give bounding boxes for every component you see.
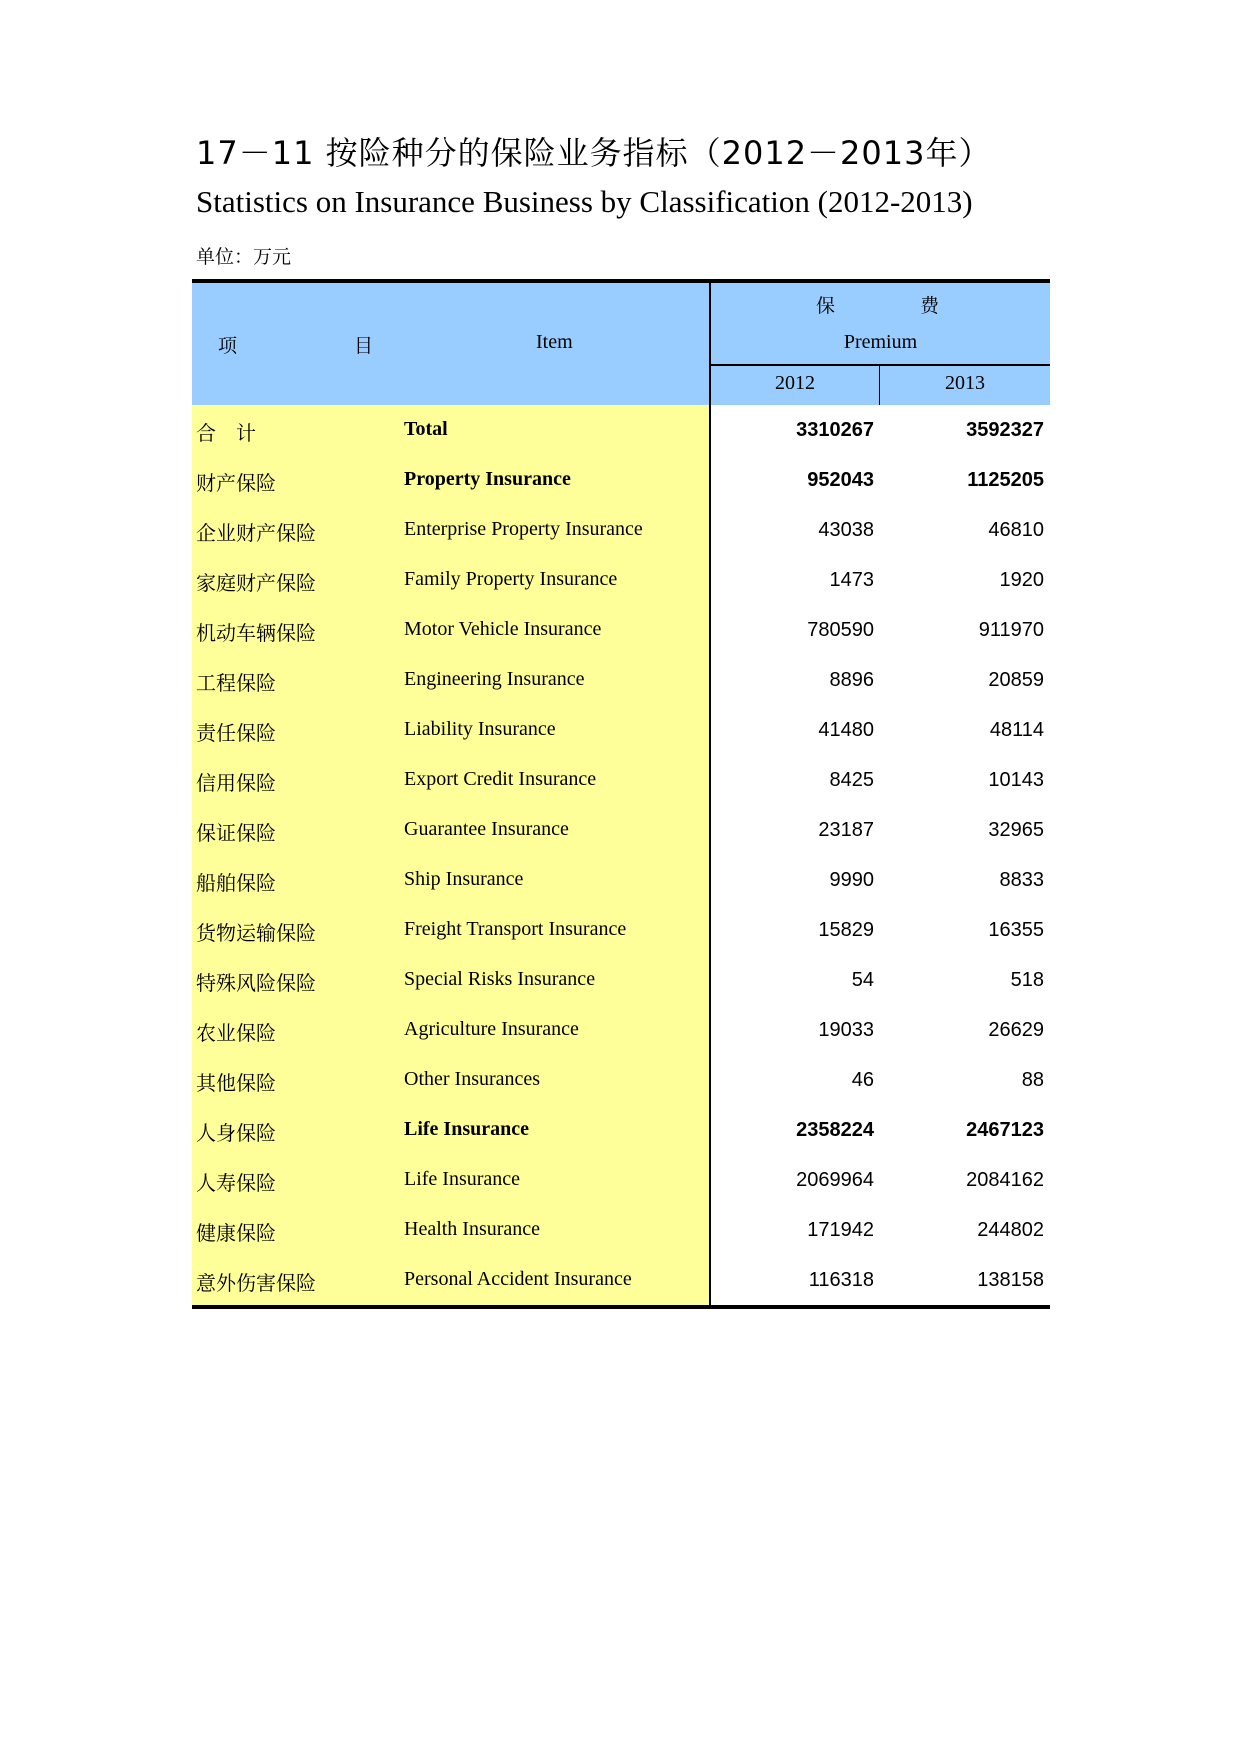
row-item-en: Other Insurances [404,1068,541,1090]
row-item-en: Export Credit Insurance [404,768,597,790]
row-item-en: Life Insurance [404,1118,529,1140]
row-divider [709,855,711,905]
table-row [192,605,1050,655]
table-row [192,905,1050,955]
table-row [192,705,1050,755]
page-title-cn: 17－11 按险种分的保险业务指标（2012－2013年） [196,134,992,172]
row-item-en: Engineering Insurance [404,668,585,690]
row-value-2013: 911970 [978,619,1044,641]
row-item-en: Enterprise Property Insurance [404,518,643,540]
row-value-2013: 20859 [988,669,1044,691]
row-value-2013: 48114 [989,719,1044,741]
row-value-2013: 32965 [988,819,1044,841]
row-item-cn: 财产保险 [196,471,276,495]
row-value-2012: 41480 [818,719,874,741]
table-row [192,755,1050,805]
header-year-2012: 2012 [775,372,815,394]
table-row [192,555,1050,605]
row-value-2012: 171942 [807,1219,874,1241]
row-item-cn: 人身保险 [196,1121,276,1145]
row-item-en: Freight Transport Insurance [404,918,627,940]
row-value-2012: 2358224 [796,1119,874,1141]
row-value-2012: 2069964 [796,1169,874,1191]
table-row [192,1255,1050,1305]
row-item-cn: 工程保险 [196,671,276,695]
table-row [192,655,1050,705]
header-year-2013: 2013 [945,372,985,394]
row-value-2013: 88 [1021,1069,1044,1091]
row-value-2013: 3592327 [966,419,1044,441]
row-divider [709,1055,711,1105]
row-divider [709,955,711,1005]
table-row [192,1205,1050,1255]
row-divider [709,605,711,655]
row-value-2013: 2467123 [966,1119,1044,1141]
table-body [192,405,1050,1305]
row-divider [709,1005,711,1055]
row-item-cn: 货物运输保险 [196,921,316,945]
row-divider [709,655,711,705]
row-item-cn: 企业财产保险 [196,521,316,545]
page-title-en: Statistics on Insurance Business by Classification (2012-2013) [196,184,973,219]
header-item-cn-1: 项 [218,335,238,357]
row-item-cn: 机动车辆保险 [196,621,316,645]
header-premium-cn-1: 保 [816,295,836,317]
row-value-2013: 16355 [988,919,1044,941]
row-divider [709,1255,711,1305]
row-divider [709,455,711,505]
header-premium-en: Premium [843,331,918,353]
header-item-cn-2: 目 [354,335,374,357]
row-value-2012: 1473 [829,569,874,591]
row-value-2012: 46 [851,1069,874,1091]
row-value-2013: 10143 [988,769,1044,791]
row-value-2012: 3310267 [796,419,874,441]
row-value-2012: 23187 [818,819,874,841]
header-subdivider [711,364,1050,366]
row-item-en: Special Risks Insurance [404,968,596,990]
table-row [192,805,1050,855]
row-item-cn: 农业保险 [196,1021,276,1045]
row-item-cn: 船舶保险 [196,871,276,895]
row-item-cn: 意外伤害保险 [196,1271,316,1295]
row-item-en: Liability Insurance [404,718,556,740]
row-item-cn: 责任保险 [196,721,276,745]
row-item-en: Agriculture Insurance [404,1018,579,1040]
row-item-en: Guarantee Insurance [404,818,569,840]
row-divider [709,705,711,755]
row-item-cn: 家庭财产保险 [196,571,316,595]
row-item-en: Family Property Insurance [404,568,618,590]
row-value-2012: 8425 [829,769,874,791]
table-row [192,505,1050,555]
row-value-2013: 2084162 [966,1169,1044,1191]
table-row [192,1105,1050,1155]
row-value-2012: 8896 [829,669,874,691]
row-item-en: Total [404,418,448,440]
row-value-2013: 1125205 [967,469,1044,491]
header-year-divider [879,366,880,405]
row-divider [709,1105,711,1155]
row-divider [709,905,711,955]
row-item-cn: 健康保险 [196,1221,276,1245]
row-value-2013: 244802 [977,1219,1044,1241]
row-divider [709,805,711,855]
header-premium-cn-2: 费 [920,295,940,317]
table-bottom-rule [192,1305,1050,1309]
header-item-en: Item [536,331,573,353]
row-item-cn: 人寿保险 [196,1171,276,1195]
row-divider [709,555,711,605]
row-value-2013: 8833 [999,869,1044,891]
row-value-2013: 518 [1010,969,1044,991]
table-row [192,1155,1050,1205]
row-value-2012: 54 [851,969,874,991]
unit-label: 单位：万元 [196,246,292,268]
row-item-en: Ship Insurance [404,868,524,890]
row-item-en: Life Insurance [404,1168,521,1190]
row-item-cn: 合 计 [196,421,256,445]
table-row [192,1005,1050,1055]
row-item-en: Health Insurance [404,1218,541,1240]
row-item-cn: 信用保险 [196,771,276,795]
row-divider [709,505,711,555]
row-divider [709,755,711,805]
row-label-bg [192,405,709,455]
row-value-2012: 9990 [829,869,874,891]
row-value-2013: 46810 [988,519,1044,541]
row-value-2012: 19033 [818,1019,874,1041]
row-item-en: Motor Vehicle Insurance [404,618,602,640]
table-header [192,283,1050,405]
table-row [192,405,1050,455]
row-value-2013: 26629 [988,1019,1044,1041]
row-item-cn: 保证保险 [196,821,276,845]
row-divider [709,405,711,455]
row-value-2012: 780590 [807,619,874,641]
table-row [192,455,1050,505]
row-item-cn: 其他保险 [196,1071,276,1095]
row-value-2013: 1920 [999,569,1044,591]
insurance-table [192,279,1050,1309]
row-value-2012: 952043 [807,469,874,491]
table-row [192,855,1050,905]
row-item-cn: 特殊风险保险 [196,971,316,995]
row-value-2012: 43038 [818,519,874,541]
table-row [192,955,1050,1005]
row-value-2013: 138158 [977,1269,1044,1291]
row-value-2012: 116318 [808,1269,874,1291]
table-row [192,1055,1050,1105]
row-item-en: Property Insurance [404,468,571,490]
row-item-en: Personal Accident Insurance [404,1268,632,1290]
row-divider [709,1155,711,1205]
row-divider [709,1205,711,1255]
row-value-2012: 15829 [818,919,874,941]
